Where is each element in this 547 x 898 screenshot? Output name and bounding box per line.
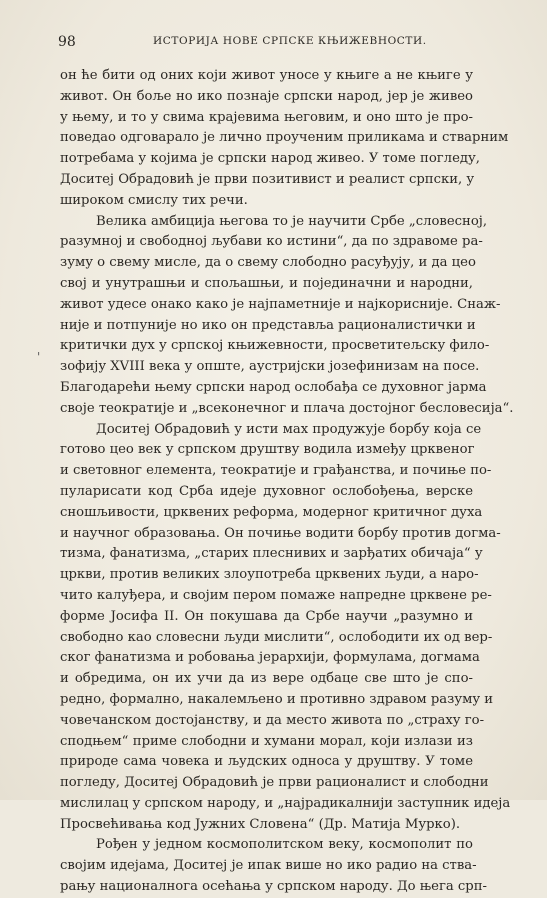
text-line: пуларисати код Срба идеје духовног ослобођења, верске [60,483,473,499]
text-line: Просвећивања код Јужних Словена“ (Др. Матија Мурко). [60,816,461,832]
text-line: живот. Он боље но ико познаје српски народ, јер је живео [60,88,473,104]
text-line: потребама у којима је српски народ живео. У томе погледу, [60,151,480,167]
text-line: природе сама човека и људских односа у друштву. У томе [60,754,473,770]
page-number: 98 [58,34,76,50]
paragraph [60,66,509,212]
text-line: зофију XVIII века у опште, аустријски јозефинизам на посе. [60,359,480,375]
text-line: Доситеј Обрадовић је први позитивист и реалист српски, у [60,171,475,187]
paragraph [60,212,514,420]
text-line: и обредима, он их учи да из вере одбаце све што је спо- [60,671,473,687]
text-line: редно, формално, накалемљено и противно здравом разуму и [60,691,494,707]
text-line: и научног образовања. Он почиње водити борбу против догма- [60,525,501,541]
text-line: критички дух у српској књижевности, просветитељску фило- [60,338,490,354]
text-line: Велика амбиција његова то је научити Србе „словесној, [96,213,488,229]
text-line: Рођен у једном космополитском веку, космополит по [96,837,473,853]
text-line: свободно као словесни људи мислити“, ослободити их од вер- [60,629,493,645]
body-text [60,66,514,898]
text-line: форме Јосифа II. Он покушава да Србе научи „разумно и [60,608,473,624]
text-line: живот удесе онако како је најпаметније и најкорисније. Снаж- [60,296,501,312]
text-line: рању националнога осећања у српском народу. До њега срп- [60,879,487,895]
text-line: чито калуђера, и својим пером помаже напредне црквене ре- [60,587,492,603]
text-line: својим идејама, Доситеј је ипак више но ико радио на ства- [60,858,477,874]
text-line: Благодарећи њему српски народ ослобађа се духовног јарма [60,379,487,395]
text-line: човечанском достојанству, и да место живота по „страху го- [60,712,485,728]
text-line: свој и унутрашњи и спољашњи, и појединачни и народни, [60,275,473,291]
text-line: мислилац у српском народу, и „најрадикалнији заступник идеја [60,795,511,811]
text-line: Доситеј Обрадовић у исти мах продужује борбу која се [96,421,482,437]
paragraph [60,420,511,836]
text-line: и световног елемента, теократије и грађанства, и почиње по- [60,463,492,479]
text-line: ског фанатизма и робовања јерархији, формулама, догмама [60,650,480,666]
text-line: готово цео век у српском друштву водила између црквеног [60,442,475,458]
text-line: он ће бити од оних који живот уносе у књиге а не књиге у [60,68,473,83]
text-line: своје теократије и „всеконечног и плача достојног бесловесија“. [60,400,514,416]
paragraph [60,835,487,897]
page-header [58,34,487,54]
text-line: у њему, и то у свима крајевима његовим, и оно што је про- [60,109,473,125]
text-line: поведао одговарало је лично проученим приликама и стварним [60,130,509,146]
text-line: погледу, Доситеј Обрадовић је први рационалист и слободни [60,775,489,791]
text-line: зуму о свему мисле, да о свему слободно расуђују, и да цео [60,255,476,271]
text-line: сподњем“ приме слободни и хумани морал, који излази из [60,733,473,749]
margin-mark: ' [37,350,41,364]
text-line: цркви, против великих злоупотреба црквених људи, а наро- [60,567,479,583]
text-line: сношљивости, црквених реформа, модерног критичног духа [60,504,483,520]
running-title: ИСТОРИЈА НОВЕ СРПСКЕ КЊИЖЕВНОСТИ. [153,35,427,47]
text-line: није и потпуније но ико он представља рационалистички и [60,317,476,333]
text-line: широком смислу тих речи. [60,192,248,208]
text-line: разумној и свободној љубави ко истини“, да по здравоме ра- [60,234,483,250]
text-line: тизма, фанатизма, „старих плеснивих и зарђатих обичаја“ у [60,546,483,562]
